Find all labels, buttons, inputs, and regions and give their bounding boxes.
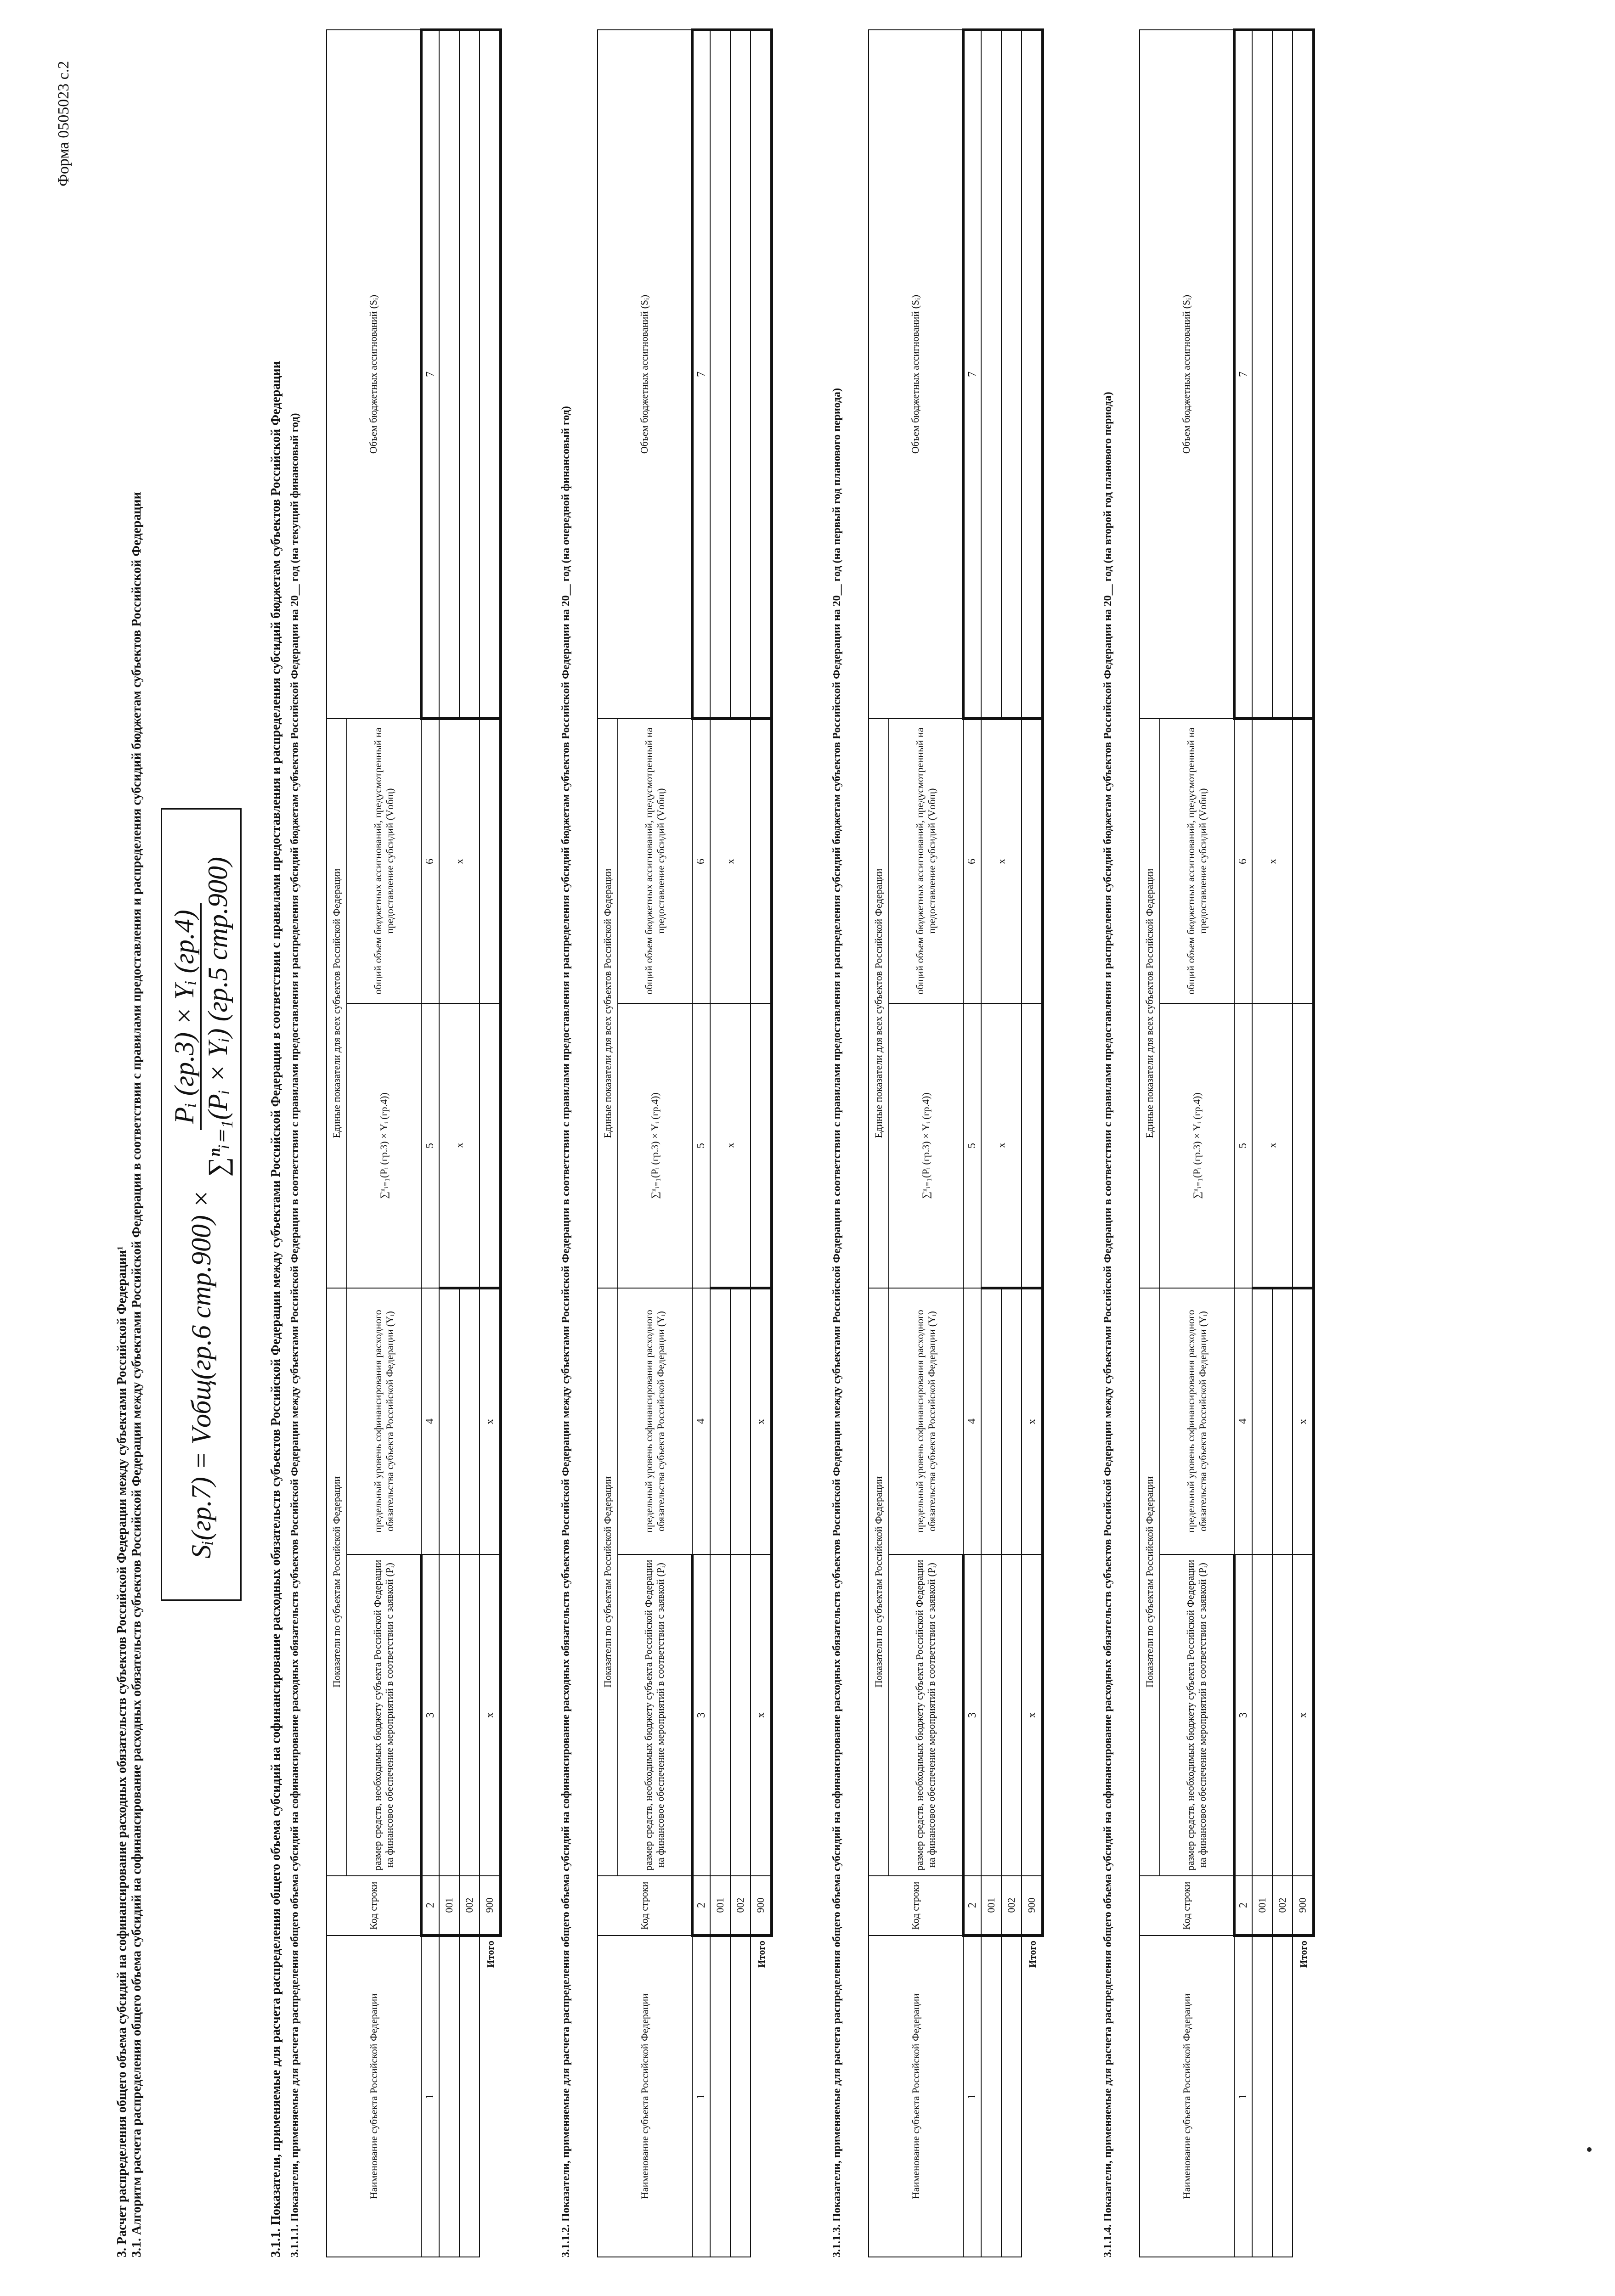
col-y-level: предельный уровень софинансирования расходного обязательства субъекта Российской Федерации (Yᵢ) bbox=[1160, 1288, 1234, 1554]
column-number: 2 bbox=[421, 1876, 439, 1936]
cell-p[interactable] bbox=[981, 1554, 1001, 1876]
column-number: 5 bbox=[1234, 1003, 1252, 1288]
total-s[interactable] bbox=[1022, 30, 1043, 719]
cell-s[interactable] bbox=[459, 30, 480, 719]
cell-subject-name[interactable] bbox=[710, 1936, 730, 2257]
table-row bbox=[981, 30, 1001, 2257]
group-common-indicators: Единые показатели для всех субъектов Российской Федерации bbox=[1140, 719, 1160, 1288]
cell-v-na: x bbox=[710, 719, 751, 1003]
cell-sum-na: x bbox=[439, 1003, 480, 1288]
cell-s[interactable] bbox=[1001, 30, 1022, 719]
cell-row-code: 001 bbox=[981, 1876, 1001, 1936]
col-row-code: Код строки bbox=[598, 1876, 692, 1936]
table-title: 3.1.1.3. Показатели, применяемые для расчета распределения общего объема субсидий на софинансирование расходных обязательств субъектов Российской Федерации между субъектами Российской Федерации в соответствии с правилами предоставления и распределения субсидий бюджетам субъектов Российской Федерации на 20__ год (на первый год планового периода) bbox=[831, 388, 843, 2257]
total-y-na: x bbox=[1022, 1288, 1043, 1554]
col-p-amount: размер средств, необходимых бюджету субъекта Российской Федерации на финансовое обеспечение мероприятий в соответствии с заявкой (Pᵢ) bbox=[618, 1554, 692, 1876]
column-numbers-row bbox=[963, 30, 981, 2257]
column-number: 1 bbox=[692, 1936, 710, 2257]
header-row bbox=[598, 30, 618, 2257]
cell-y[interactable] bbox=[710, 1288, 730, 1554]
cell-y[interactable] bbox=[1252, 1288, 1272, 1554]
column-number: 7 bbox=[692, 30, 710, 719]
total-p-na: x bbox=[751, 1554, 772, 1876]
group-common-indicators: Единые показатели для всех субъектов Российской Федерации bbox=[869, 719, 889, 1288]
cell-row-code: 002 bbox=[1272, 1876, 1293, 1936]
col-p-amount: размер средств, необходимых бюджету субъекта Российской Федерации на финансовое обеспечение мероприятий в соответствии с заявкой (Pᵢ) bbox=[889, 1554, 963, 1876]
total-row bbox=[1293, 30, 1314, 2257]
col-subject-name: Наименование субъекта Российской Федерации bbox=[869, 1936, 963, 2257]
column-number: 5 bbox=[692, 1003, 710, 1288]
group-subject-indicators: Показатели по субъектам Российской Федерации bbox=[869, 1288, 889, 1876]
cell-s[interactable] bbox=[1272, 30, 1293, 719]
cell-sum-na: x bbox=[1252, 1003, 1293, 1288]
column-number: 6 bbox=[1234, 719, 1252, 1003]
cell-row-code: 001 bbox=[439, 1876, 459, 1936]
column-number: 2 bbox=[1234, 1876, 1252, 1936]
scan-dot bbox=[1587, 2147, 1592, 2152]
indicators-table bbox=[868, 28, 1044, 2257]
cell-p[interactable] bbox=[1272, 1554, 1293, 1876]
formula-fraction bbox=[169, 850, 234, 1183]
cell-row-code: 001 bbox=[1252, 1876, 1272, 1936]
table-title: 3.1.1.4. Показатели, применяемые для расчета распределения общего объема субсидий на софинансирование расходных обязательств субъектов Российской Федерации между субъектами Российской Федерации в соответствии с правилами предоставления и распределения субсидий бюджетам субъектов Российской Федерации на 20__ год (на второй год планового периода) bbox=[1102, 392, 1114, 2257]
total-label: Итого bbox=[1026, 1941, 1038, 1968]
column-number: 4 bbox=[421, 1288, 439, 1554]
total-p-na: x bbox=[1022, 1554, 1043, 1876]
column-number: 7 bbox=[963, 30, 981, 719]
table-title: 3.1.1.1. Показатели, применяемые для расчета распределения общего объема субсидий на софинансирование расходных обязательств субъектов Российской Федерации между субъектами Российской Федерации в соответствии с правилами предоставления и распределения субсидий бюджетам субъектов Российской Федерации на 20__ год (на текущий финансовый год) bbox=[289, 413, 301, 2257]
col-subject-name: Наименование субъекта Российской Федерации bbox=[327, 1936, 421, 2257]
cell-p[interactable] bbox=[730, 1554, 751, 1876]
col-budget-allocations: Объем бюджетных ассигнований (Sᵢ) bbox=[598, 30, 692, 719]
cell-subject-name[interactable] bbox=[1001, 1936, 1022, 2257]
cell-s[interactable] bbox=[710, 30, 730, 719]
col-subject-name: Наименование субъекта Российской Федерации bbox=[1140, 1936, 1234, 2257]
col-sum-py: ∑ⁿᵢ₌₁(Pᵢ (гр.3) × Yᵢ (гр.4)) bbox=[889, 1003, 963, 1288]
col-p-amount: размер средств, необходимых бюджету субъекта Российской Федерации на финансовое обеспечение мероприятий в соответствии с заявкой (Pᵢ) bbox=[1160, 1554, 1234, 1876]
total-v[interactable] bbox=[1022, 719, 1043, 1003]
total-label: Итого bbox=[1297, 1941, 1309, 1968]
column-number: 4 bbox=[963, 1288, 981, 1554]
cell-y[interactable] bbox=[439, 1288, 459, 1554]
header-row bbox=[1140, 30, 1160, 2257]
column-number: 6 bbox=[421, 719, 439, 1003]
distribution-formula bbox=[161, 808, 242, 1601]
section-3-heading: 3. Расчет распределения общего объема субсидий на софинансирование расходных обязательств субъектов Российской Федерации между субъектами Российской Федерации¹ bbox=[115, 1246, 129, 2257]
cell-y[interactable] bbox=[981, 1288, 1001, 1554]
total-row bbox=[1022, 30, 1043, 2257]
table-row bbox=[439, 30, 459, 2257]
column-number: 3 bbox=[963, 1554, 981, 1876]
total-label: Итого bbox=[755, 1941, 767, 1968]
col-budget-allocations: Объем бюджетных ассигнований (Sᵢ) bbox=[1140, 30, 1234, 719]
cell-p[interactable] bbox=[710, 1554, 730, 1876]
col-v-total: общий объем бюджетных ассигнований, предусмотренный на предоставление субсидий (Vобщ) bbox=[889, 719, 963, 1003]
cell-subject-name[interactable] bbox=[730, 1936, 751, 2257]
col-subject-name: Наименование субъекта Российской Федерации bbox=[598, 1936, 692, 2257]
column-number: 2 bbox=[963, 1876, 981, 1936]
total-sum[interactable] bbox=[751, 1003, 772, 1288]
column-number: 1 bbox=[421, 1936, 439, 2257]
cell-sum-na: x bbox=[981, 1003, 1022, 1288]
col-v-total: общий объем бюджетных ассигнований, предусмотренный на предоставление субсидий (Vобщ) bbox=[347, 719, 421, 1003]
col-v-total: общий объем бюджетных ассигнований, предусмотренный на предоставление субсидий (Vобщ) bbox=[1160, 719, 1234, 1003]
col-budget-allocations: Объем бюджетных ассигнований (Sᵢ) bbox=[327, 30, 421, 719]
cell-p[interactable] bbox=[459, 1554, 480, 1876]
column-number: 3 bbox=[692, 1554, 710, 1876]
indicators-table bbox=[1139, 28, 1315, 2257]
cell-subject-name[interactable] bbox=[1272, 1936, 1293, 2257]
indicators-table bbox=[326, 28, 502, 2257]
total-code: 900 bbox=[1293, 1876, 1314, 1936]
formula-denominator: ∑ⁿᵢ₌₁(Pᵢ × Yᵢ) (гр.5 стр.900) bbox=[203, 857, 233, 1177]
column-number: 1 bbox=[963, 1936, 981, 2257]
col-p-amount: размер средств, необходимых бюджету субъекта Российской Федерации на финансовое обеспечение мероприятий в соответствии с заявкой (Pᵢ) bbox=[347, 1554, 421, 1876]
total-v[interactable] bbox=[480, 719, 501, 1003]
cell-row-code: 002 bbox=[730, 1876, 751, 1936]
total-sum[interactable] bbox=[1022, 1003, 1043, 1288]
group-subject-indicators: Показатели по субъектам Российской Федерации bbox=[598, 1288, 618, 1876]
cell-v-na: x bbox=[439, 719, 480, 1003]
section-31-heading: 3.1. Алгоритм расчета распределения общего объема субсидий на софинансирование расходных обязательств субъектов Российской Федерации между субъектами Российской Федерации в соответствии с правилами предоставления и распределения субсидий бюджетам субъектов Российской Федерации bbox=[130, 492, 144, 2257]
col-budget-allocations: Объем бюджетных ассигнований (Sᵢ) bbox=[869, 30, 963, 719]
cell-s[interactable] bbox=[1252, 30, 1272, 719]
table-row bbox=[1252, 30, 1272, 2257]
form-number: Форма 0505023 с.2 bbox=[55, 61, 72, 186]
column-number: 7 bbox=[1234, 30, 1252, 719]
total-code: 900 bbox=[480, 1876, 501, 1936]
total-s[interactable] bbox=[1293, 30, 1314, 719]
cell-row-code: 002 bbox=[1001, 1876, 1022, 1936]
formula-numerator: Pᵢ (гр.3) × Yᵢ (гр.4) bbox=[169, 903, 202, 1130]
total-sum[interactable] bbox=[480, 1003, 501, 1288]
column-number: 1 bbox=[1234, 1936, 1252, 2257]
cell-y[interactable] bbox=[1001, 1288, 1022, 1554]
cell-subject-name[interactable] bbox=[981, 1936, 1001, 2257]
col-sum-py: ∑ⁿᵢ₌₁(Pᵢ (гр.3) × Yᵢ (гр.4)) bbox=[1160, 1003, 1234, 1288]
cell-row-code: 002 bbox=[459, 1876, 480, 1936]
col-y-level: предельный уровень софинансирования расходного обязательства субъекта Российской Федерации (Yᵢ) bbox=[618, 1288, 692, 1554]
column-number: 6 bbox=[963, 719, 981, 1003]
total-y-na: x bbox=[1293, 1288, 1314, 1554]
cell-subject-name[interactable] bbox=[459, 1936, 480, 2257]
col-row-code: Код строки bbox=[869, 1876, 963, 1936]
cell-y[interactable] bbox=[459, 1288, 480, 1554]
col-row-code: Код строки bbox=[327, 1876, 421, 1936]
header-row bbox=[327, 30, 347, 2257]
total-row bbox=[751, 30, 772, 2257]
group-subject-indicators: Показатели по субъектам Российской Федерации bbox=[1140, 1288, 1160, 1876]
total-s[interactable] bbox=[751, 30, 772, 719]
total-code: 900 bbox=[751, 1876, 772, 1936]
cell-y[interactable] bbox=[1272, 1288, 1293, 1554]
column-number: 3 bbox=[421, 1554, 439, 1876]
cell-p[interactable] bbox=[1252, 1554, 1272, 1876]
column-numbers-row bbox=[1234, 30, 1252, 2257]
cell-p[interactable] bbox=[439, 1554, 459, 1876]
total-v[interactable] bbox=[751, 719, 772, 1003]
col-v-total: общий объем бюджетных ассигнований, предусмотренный на предоставление субсидий (Vобщ) bbox=[618, 719, 692, 1003]
cell-v-na: x bbox=[1252, 719, 1293, 1003]
col-sum-py: ∑ⁿᵢ₌₁(Pᵢ (гр.3) × Yᵢ (гр.4)) bbox=[347, 1003, 421, 1288]
cell-v-na: x bbox=[981, 719, 1022, 1003]
total-y-na: x bbox=[751, 1288, 772, 1554]
cell-sum-na: x bbox=[710, 1003, 751, 1288]
total-v[interactable] bbox=[1293, 719, 1314, 1003]
column-number: 7 bbox=[421, 30, 439, 719]
header-row bbox=[869, 30, 889, 2257]
cell-s[interactable] bbox=[439, 30, 459, 719]
column-number: 4 bbox=[1234, 1288, 1252, 1554]
total-y-na: x bbox=[480, 1288, 501, 1554]
column-number: 6 bbox=[692, 719, 710, 1003]
total-p-na: x bbox=[480, 1554, 501, 1876]
column-numbers-row bbox=[421, 30, 439, 2257]
cell-s[interactable] bbox=[981, 30, 1001, 719]
cell-subject-name[interactable] bbox=[1252, 1936, 1272, 2257]
column-numbers-row bbox=[692, 30, 710, 2257]
column-number: 3 bbox=[1234, 1554, 1252, 1876]
column-number: 5 bbox=[963, 1003, 981, 1288]
col-sum-py: ∑ⁿᵢ₌₁(Pᵢ (гр.3) × Yᵢ (гр.4)) bbox=[618, 1003, 692, 1288]
cell-p[interactable] bbox=[1001, 1554, 1022, 1876]
group-common-indicators: Единые показатели для всех субъектов Российской Федерации bbox=[598, 719, 618, 1288]
formula-lhs: Sᵢ(гр.7) = Vобщ(гр.6 стр.900) × bbox=[186, 1189, 216, 1559]
cell-y[interactable] bbox=[730, 1288, 751, 1554]
group-common-indicators: Единые показатели для всех субъектов Российской Федерации bbox=[327, 719, 347, 1288]
indicators-table bbox=[597, 28, 773, 2257]
cell-row-code: 001 bbox=[710, 1876, 730, 1936]
total-code: 900 bbox=[1022, 1876, 1043, 1936]
col-row-code: Код строки bbox=[1140, 1876, 1234, 1936]
column-number: 5 bbox=[421, 1003, 439, 1288]
total-p-na: x bbox=[1293, 1554, 1314, 1876]
group-subject-indicators: Показатели по субъектам Российской Федерации bbox=[327, 1288, 347, 1876]
table-title: 3.1.1.2. Показатели, применяемые для расчета распределения общего объема субсидий на софинансирование расходных обязательств субъектов Российской Федерации между субъектами Российской Федерации в соответствии с правилами предоставления и распределения субсидий бюджетам субъектов Российской Федерации на 20__ год (на очередной финансовый год) bbox=[560, 406, 572, 2257]
total-sum[interactable] bbox=[1293, 1003, 1314, 1288]
col-y-level: предельный уровень софинансирования расходного обязательства субъекта Российской Федерации (Yᵢ) bbox=[889, 1288, 963, 1554]
total-row bbox=[480, 30, 501, 2257]
col-y-level: предельный уровень софинансирования расходного обязательства субъекта Российской Федерации (Yᵢ) bbox=[347, 1288, 421, 1554]
section-311-heading: 3.1.1. Показатели, применяемые для расчета распределения общего объема субсидий на софинансирование расходных обязательств субъектов Российской Федерации между субъектами Российской Федерации в соответствии с правилами предоставления и распределения субсидий бюджетам субъектов Российской Федерации bbox=[269, 361, 283, 2257]
cell-s[interactable] bbox=[730, 30, 751, 719]
cell-subject-name[interactable] bbox=[439, 1936, 459, 2257]
table-row bbox=[710, 30, 730, 2257]
column-number: 2 bbox=[692, 1876, 710, 1936]
total-s[interactable] bbox=[480, 30, 501, 719]
column-number: 4 bbox=[692, 1288, 710, 1554]
total-label: Итого bbox=[484, 1941, 496, 1968]
